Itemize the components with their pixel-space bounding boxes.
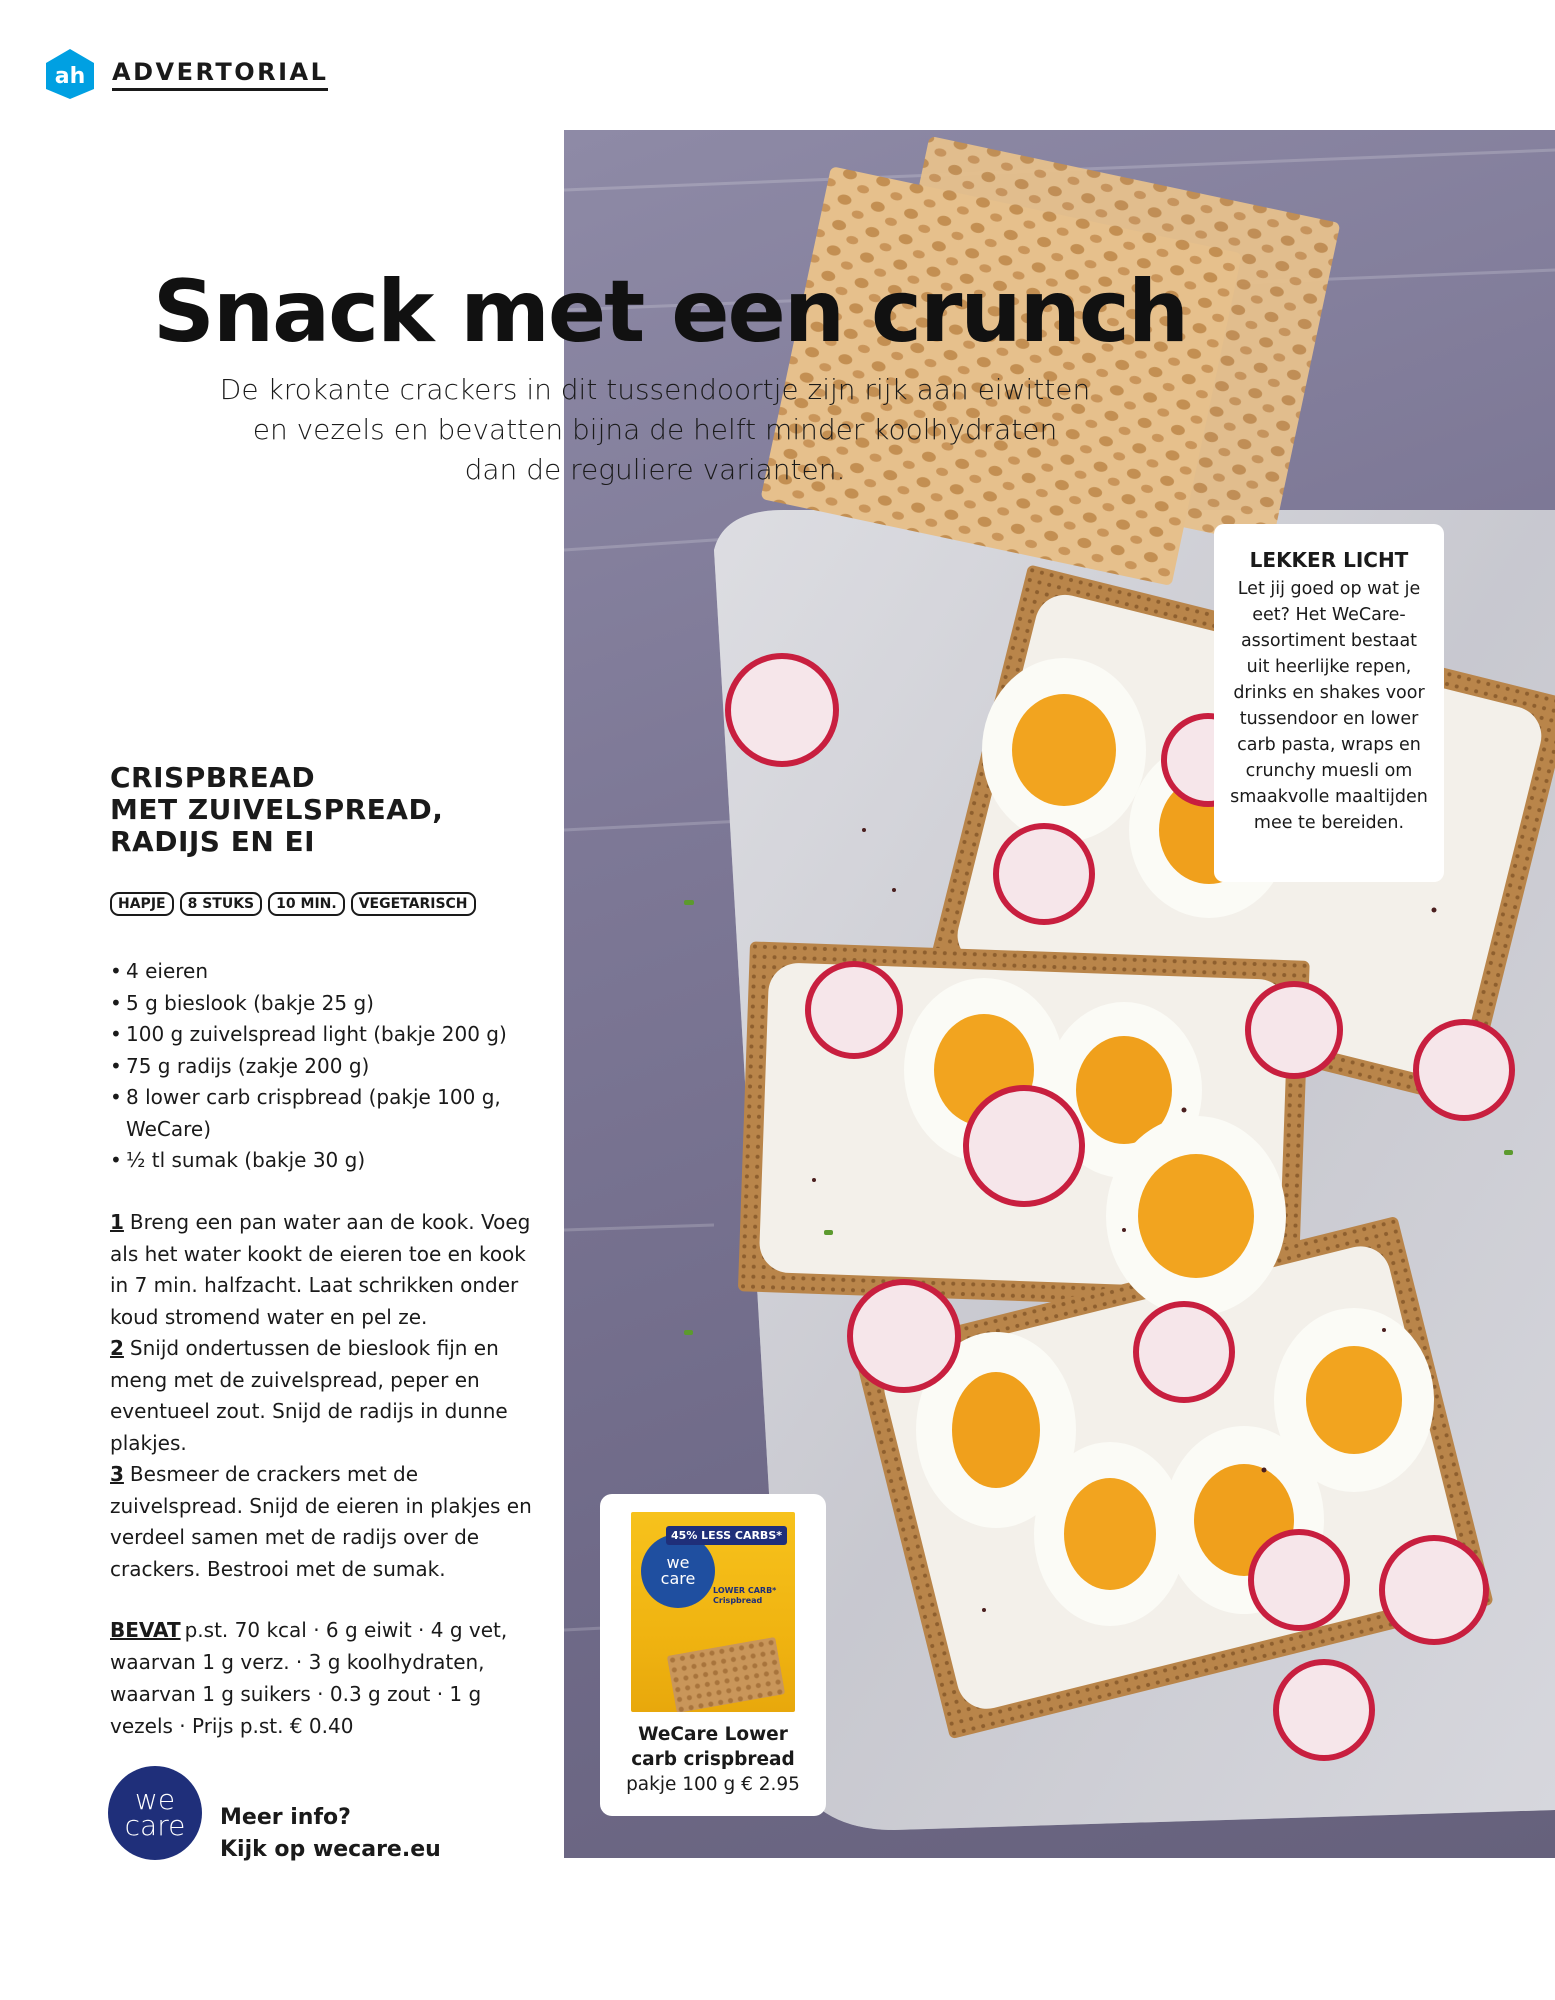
recipe-title-line: MET ZUIVELSPREAD, bbox=[110, 793, 444, 826]
step-number: 1 bbox=[110, 1210, 124, 1234]
advertorial-label: ADVERTORIAL bbox=[112, 58, 328, 91]
pack-logo-bottom: care bbox=[660, 1569, 696, 1588]
more-info-line: Meer info? bbox=[220, 1805, 351, 1830]
ingredient-item: • 75 g radijs (zakje 200 g) bbox=[110, 1051, 550, 1083]
recipe-title bbox=[110, 762, 530, 858]
step-number: 2 bbox=[110, 1336, 124, 1360]
wecare-logo bbox=[108, 1766, 202, 1860]
tag-diet: VEGETARISCH bbox=[351, 892, 476, 916]
recipe-title-line: CRISPBREAD bbox=[110, 761, 316, 794]
more-info-link: Kijk op wecare.eu bbox=[220, 1837, 441, 1862]
nutrition-text: p.st. 70 kcal · 6 g eiwit · 4 g vet, waarvan 1 g verz. · 3 g koolhydraten, waarvan 1 g suikers · 0.3 g zout · 1 g vezels · Prijs p.st. € 0.40 bbox=[110, 1618, 508, 1738]
tag-servings: 8 STUKS bbox=[180, 892, 263, 916]
product-package-image bbox=[631, 1512, 795, 1712]
wecare-logo-bottom: care bbox=[124, 1809, 186, 1842]
tag-time: 10 MIN. bbox=[268, 892, 345, 916]
tag-course: HAPJE bbox=[110, 892, 174, 916]
lekker-licht-card bbox=[1214, 524, 1444, 882]
pack-logo-top: we bbox=[666, 1553, 690, 1572]
card-title: LEKKER LICHT bbox=[1249, 548, 1409, 572]
product-name-line: WeCare Lower bbox=[638, 1724, 788, 1745]
pack-bread-illustration bbox=[667, 1637, 785, 1712]
pack-wecare-logo bbox=[641, 1534, 715, 1608]
recipe-tags bbox=[110, 892, 476, 916]
pack-carbs-badge: 45% LESS CARBS* bbox=[666, 1526, 787, 1545]
step-item bbox=[110, 1333, 540, 1459]
step-text: Snijd ondertussen de bieslook fijn en meng met de zuivelspread, peper en eventueel zout. Snijd de radijs in dunne plakjes. bbox=[110, 1336, 508, 1455]
nutrition-info bbox=[110, 1614, 540, 1742]
step-item bbox=[110, 1207, 540, 1333]
step-number: 3 bbox=[110, 1462, 124, 1486]
headline-intro bbox=[190, 370, 1120, 490]
brand-header bbox=[42, 46, 328, 102]
ingredients-list bbox=[110, 956, 550, 1177]
headline-title: Snack met een crunch bbox=[152, 262, 1188, 362]
albert-heijn-logo bbox=[42, 46, 98, 102]
intro-line: De krokante crackers in dit tussendoortje zijn rijk aan eiwitten bbox=[219, 373, 1091, 406]
step-text: Breng een pan water aan de kook. Voeg als het water kookt de eieren toe en kook in 7 min. halfzacht. Laat schrikken onder koud stromend water en pel ze. bbox=[110, 1210, 531, 1329]
wecare-logo-top: we bbox=[134, 1783, 176, 1816]
product-card bbox=[600, 1494, 826, 1816]
intro-line: en vezels en bevatten bijna de helft minder koolhydraten bbox=[252, 413, 1058, 446]
ingredient-item: • 5 g bieslook (bakje 25 g) bbox=[110, 988, 550, 1020]
step-text: Besmeer de crackers met de zuivelspread. Snijd de eieren in plakjes en verdeel samen met de radijs over de crackers. Bestrooi met de sumak. bbox=[110, 1462, 532, 1581]
pack-product-name: LOWER CARB* Crispbread bbox=[713, 1586, 777, 1605]
ingredient-item: • 4 eieren bbox=[110, 956, 550, 988]
card-body: Let jij goed op wat je eet? Het WeCare-assortiment bestaat uit heerlijke repen, drinks en shakes voor tussendoor en lower carb pasta, wraps en crunchy muesli om smaakvolle maaltijden mee te bereiden. bbox=[1230, 579, 1428, 833]
svg-text:ah: ah bbox=[54, 64, 86, 89]
product-price: pakje 100 g € 2.95 bbox=[626, 1774, 800, 1795]
preparation-steps bbox=[110, 1207, 540, 1585]
nutrition-label: BEVAT bbox=[110, 1618, 181, 1642]
ingredient-item: • ½ tl sumak (bakje 30 g) bbox=[110, 1145, 550, 1177]
ingredient-item: • 8 lower carb crispbread (pakje 100 g, WeCare) bbox=[110, 1082, 550, 1145]
more-info bbox=[220, 1802, 441, 1866]
step-item bbox=[110, 1459, 540, 1585]
intro-line: dan de reguliere varianten. bbox=[464, 453, 846, 486]
recipe-title-line: RADIJS EN EI bbox=[110, 825, 316, 858]
ingredient-item: • 100 g zuivelspread light (bakje 200 g) bbox=[110, 1019, 550, 1051]
product-name-line: carb crispbread bbox=[631, 1749, 795, 1770]
